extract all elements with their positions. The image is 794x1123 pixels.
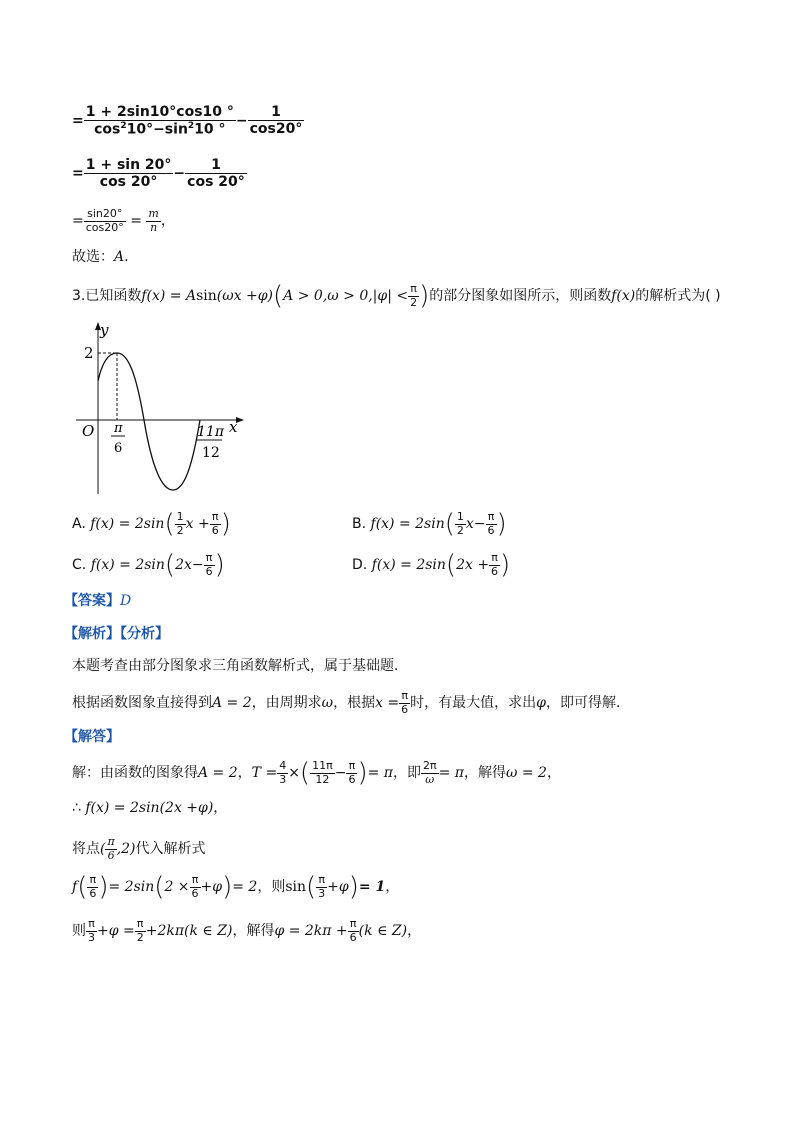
option-label: A. — [72, 516, 86, 533]
denominator: 6 — [205, 564, 213, 578]
paren-close: ) — [220, 509, 231, 540]
fraction — [489, 552, 500, 578]
function-expression: f(x) = A — [141, 288, 197, 305]
fraction — [348, 918, 359, 944]
comma: ， — [160, 213, 175, 230]
numerator: 1 — [456, 510, 464, 523]
math-inline: +φ — [200, 879, 223, 896]
fraction — [146, 208, 160, 234]
analysis-heading — [64, 624, 169, 644]
paren-open: ( — [299, 758, 311, 789]
option-a — [72, 509, 231, 540]
math-inline: A = 2 — [212, 695, 252, 712]
answer-value: D — [120, 593, 132, 609]
paren-close: ) — [214, 550, 225, 581]
fraction — [486, 511, 497, 537]
numerator: π — [86, 918, 97, 932]
pi6-denominator: 6 — [114, 441, 123, 456]
pi6-numerator: π — [114, 421, 123, 436]
equation-line-2 — [72, 157, 247, 190]
math-inline: ω — [321, 695, 334, 712]
solution-text: ， — [546, 765, 561, 782]
math-inline: ω = 2 — [506, 765, 547, 782]
math-inline: (k ∈ Z) — [358, 923, 408, 940]
choose-line — [72, 247, 138, 267]
denominator: n — [150, 220, 158, 234]
math-inline: +φ = — [97, 923, 135, 940]
option-label: B. — [352, 516, 367, 533]
math-inline: +2kπ(k ∈ Z) — [145, 923, 233, 940]
equals-sign: = — [72, 165, 84, 182]
answer-line — [64, 591, 131, 611]
fraction — [105, 836, 116, 862]
denominator: 6 — [211, 523, 219, 537]
fraction — [185, 157, 247, 190]
x2-denominator: 12 — [202, 445, 220, 461]
question-text: 已知函数 — [85, 288, 142, 305]
fraction — [316, 874, 327, 900]
paren-close: ) — [419, 281, 430, 312]
math-inline: = 2sin — [108, 879, 155, 896]
analysis-text: ，即可得解． — [545, 695, 630, 712]
solution-text: 则 — [72, 923, 86, 940]
numerator: 4 — [279, 759, 287, 772]
paren-close: ) — [500, 550, 511, 581]
denominator: 6 — [349, 930, 357, 944]
math-inline: φ — [536, 695, 546, 712]
equals-sign: = — [72, 112, 84, 129]
denominator: cos 20° — [99, 174, 158, 191]
math-inline: +φ — [327, 879, 349, 896]
option-c — [72, 550, 225, 581]
paren-close: ) — [98, 872, 109, 903]
paren-open: ( — [444, 509, 455, 540]
numerator: π — [346, 760, 357, 774]
fraction — [135, 918, 146, 944]
numerator: π — [107, 835, 115, 848]
option-expression: 2x + — [456, 557, 490, 574]
superscript: 2 — [187, 121, 195, 132]
minus-sign: − — [334, 765, 347, 782]
analysis-text: 时，有最大值，求出 — [410, 695, 537, 712]
origin-label: O — [82, 422, 95, 440]
function-argument: (ωx +φ) — [216, 288, 274, 305]
numerator: 1 + sin 20° — [85, 157, 172, 173]
fraction — [408, 283, 419, 309]
option-expression: f(x) = 2sin — [371, 557, 446, 574]
numerator: π — [135, 918, 146, 932]
solution-text: ，则 — [257, 879, 286, 896]
equation-line-1 — [72, 104, 304, 138]
solution-text: 将点 — [72, 841, 100, 858]
denominator: cos 20° — [187, 174, 245, 191]
numerator: 11π — [312, 759, 333, 772]
period: ． — [124, 249, 139, 265]
numerator: π — [87, 874, 98, 888]
math-inline: = 2 — [232, 879, 258, 896]
analysis-text: 本题考查由部分图象求三角函数解析式，属于基础题． — [72, 658, 408, 674]
x2-numerator: 11π — [197, 424, 225, 440]
solution-text: ， — [407, 923, 422, 940]
numerator: 1 — [185, 157, 247, 174]
math-inline: ,2) — [116, 841, 136, 858]
analysis-paragraph-1 — [72, 656, 408, 676]
option-d — [352, 550, 511, 581]
numerator: π — [204, 552, 215, 566]
numerator: π — [348, 918, 359, 932]
sin-label: sin — [196, 288, 217, 305]
paren-close: ) — [496, 509, 507, 540]
math-inline: φ = 2kπ + — [274, 923, 348, 940]
denominator: 6 — [191, 886, 199, 900]
math-inline: 2 × — [164, 879, 190, 896]
paren-open: ( — [445, 550, 457, 581]
paren-close: ) — [222, 872, 233, 903]
solution-line-2 — [72, 798, 227, 818]
numerator: π — [486, 511, 497, 525]
times-sign: × — [288, 765, 300, 782]
solution-text: 代入解析式 — [135, 841, 206, 858]
fraction — [248, 104, 305, 137]
y-axis-label: y — [100, 321, 109, 339]
math-inline: ( — [100, 841, 106, 858]
x-axis-label: x — [229, 418, 238, 436]
option-label: D. — [352, 557, 368, 574]
fraction — [86, 918, 97, 944]
solution-text: ， — [237, 765, 252, 782]
solution-line-1 — [72, 758, 561, 789]
math-inline: = π — [438, 765, 464, 782]
sine-graph — [70, 318, 250, 498]
fraction — [346, 760, 357, 786]
fraction — [175, 511, 186, 537]
paren-open: ( — [164, 509, 175, 540]
paren-close: ) — [348, 872, 359, 903]
denominator: ω — [425, 772, 435, 786]
option-expression: x− — [465, 516, 486, 533]
fraction — [190, 874, 201, 900]
analysis-text: 根据函数图象直接得到 — [72, 695, 212, 712]
minus-sign: − — [235, 112, 248, 129]
solution-text: ，解得 — [232, 923, 275, 940]
numerator: 2π — [422, 759, 437, 772]
solution-text: ， — [213, 800, 228, 816]
fraction — [455, 511, 466, 537]
option-label: C. — [72, 557, 87, 574]
numerator: 1 — [248, 104, 305, 121]
fraction — [277, 760, 288, 786]
denominator: 12 — [315, 772, 330, 786]
math-inline: T = — [251, 765, 278, 782]
analysis-subtag: 【分析】 — [120, 626, 169, 642]
numerator: π — [489, 552, 500, 566]
question-text: 的解析式为( ) — [635, 288, 721, 305]
minus-sign: − — [173, 165, 186, 182]
math-inline: A = 2 — [198, 765, 238, 782]
paren-open: ( — [77, 872, 88, 903]
denominator: cos20° — [85, 220, 124, 234]
math-inline: x = — [375, 695, 400, 712]
denominator: 3 — [318, 886, 326, 900]
answer-tag: 【答案】 — [64, 593, 120, 609]
option-expression: f(x) = 2sin — [90, 557, 165, 574]
math-inline: = 1 — [358, 879, 386, 896]
option-expression: f(x) = 2sin — [90, 516, 165, 533]
question-3 — [72, 281, 721, 312]
paren-close: ) — [357, 758, 368, 789]
denominator: 6 — [348, 772, 356, 786]
fraction — [204, 552, 215, 578]
numerator: π — [408, 283, 419, 297]
math-inline: f(x) = 2sin(2x +φ) — [85, 800, 214, 816]
question-number: 3. — [72, 288, 86, 305]
equals-sign: = — [72, 213, 84, 230]
denominator: 2 — [136, 930, 144, 944]
choose-answer: A — [114, 249, 125, 265]
denominator: cos20° — [249, 121, 303, 138]
denominator: 2 — [456, 523, 464, 537]
equation-line-3 — [72, 208, 175, 234]
numerator: π — [190, 874, 201, 888]
numerator: π — [316, 874, 327, 888]
analysis-tag: 【解析】 — [64, 626, 120, 642]
option-expression: 2x− — [175, 557, 204, 574]
denominator: 6 — [491, 564, 499, 578]
numerator: 1 — [176, 510, 184, 523]
denominator: 6 — [487, 523, 495, 537]
numerator: m — [148, 207, 159, 220]
fraction — [210, 511, 221, 537]
option-expression: x + — [185, 516, 210, 533]
fraction — [421, 760, 439, 786]
fraction — [84, 157, 174, 190]
paren-open: ( — [154, 872, 165, 903]
y-tick-label: 2 — [84, 344, 94, 362]
condition: A > 0,ω > 0,|φ| < — [283, 288, 409, 305]
denominator-part: cos — [94, 121, 121, 138]
paren-open: ( — [273, 281, 284, 312]
solution-line-3 — [72, 836, 206, 862]
question-text: 的部分图象如图所示，则函数 — [429, 288, 612, 305]
fraction — [399, 690, 410, 716]
numerator: π — [210, 511, 221, 525]
analysis-paragraph-2 — [72, 690, 630, 716]
denominator-part: 10°−sin — [126, 121, 188, 138]
option-expression: f(x) = 2sin — [370, 516, 445, 533]
math-inline: f — [72, 879, 78, 896]
paren-open: ( — [306, 872, 317, 903]
numerator: 1 + 2sin10°cos10 ° — [85, 104, 234, 120]
option-b — [352, 509, 507, 540]
fraction — [84, 208, 126, 234]
denominator: 6 — [401, 702, 409, 716]
analysis-text: ，由周期求 — [251, 695, 322, 712]
fraction — [87, 874, 98, 900]
denominator: 3 — [279, 772, 287, 786]
denominator: 2 — [176, 523, 184, 537]
numerator: sin20° — [84, 208, 126, 222]
solution-line-4 — [72, 872, 400, 903]
analysis-text: ，根据 — [333, 695, 376, 712]
solution-heading — [64, 727, 120, 747]
solution-tag: 【解答】 — [64, 729, 120, 745]
solution-text: 解：由函数的图象得 — [72, 765, 198, 782]
denominator: 2 — [410, 295, 418, 309]
equals-sign: = — [125, 213, 147, 230]
denominator — [84, 121, 236, 138]
fraction — [84, 104, 236, 138]
sin-label: sin — [285, 879, 307, 896]
solution-line-5 — [72, 918, 421, 944]
math-inline: = π — [367, 765, 393, 782]
choose-label: 故选： — [72, 249, 114, 265]
numerator: π — [399, 690, 410, 704]
fraction — [310, 760, 335, 786]
therefore-sign: ∴ — [72, 800, 86, 816]
function-name: f(x) — [611, 288, 636, 305]
solution-text: ，解得 — [464, 765, 506, 782]
paren-open: ( — [164, 550, 176, 581]
denominator-part: 10 ° — [194, 121, 226, 138]
denominator: 6 — [107, 848, 115, 862]
denominator: 6 — [89, 886, 97, 900]
denominator: 3 — [88, 930, 95, 944]
superscript: 2 — [120, 121, 127, 132]
solution-text: ， — [385, 879, 400, 896]
solution-text: ，即 — [392, 765, 421, 782]
